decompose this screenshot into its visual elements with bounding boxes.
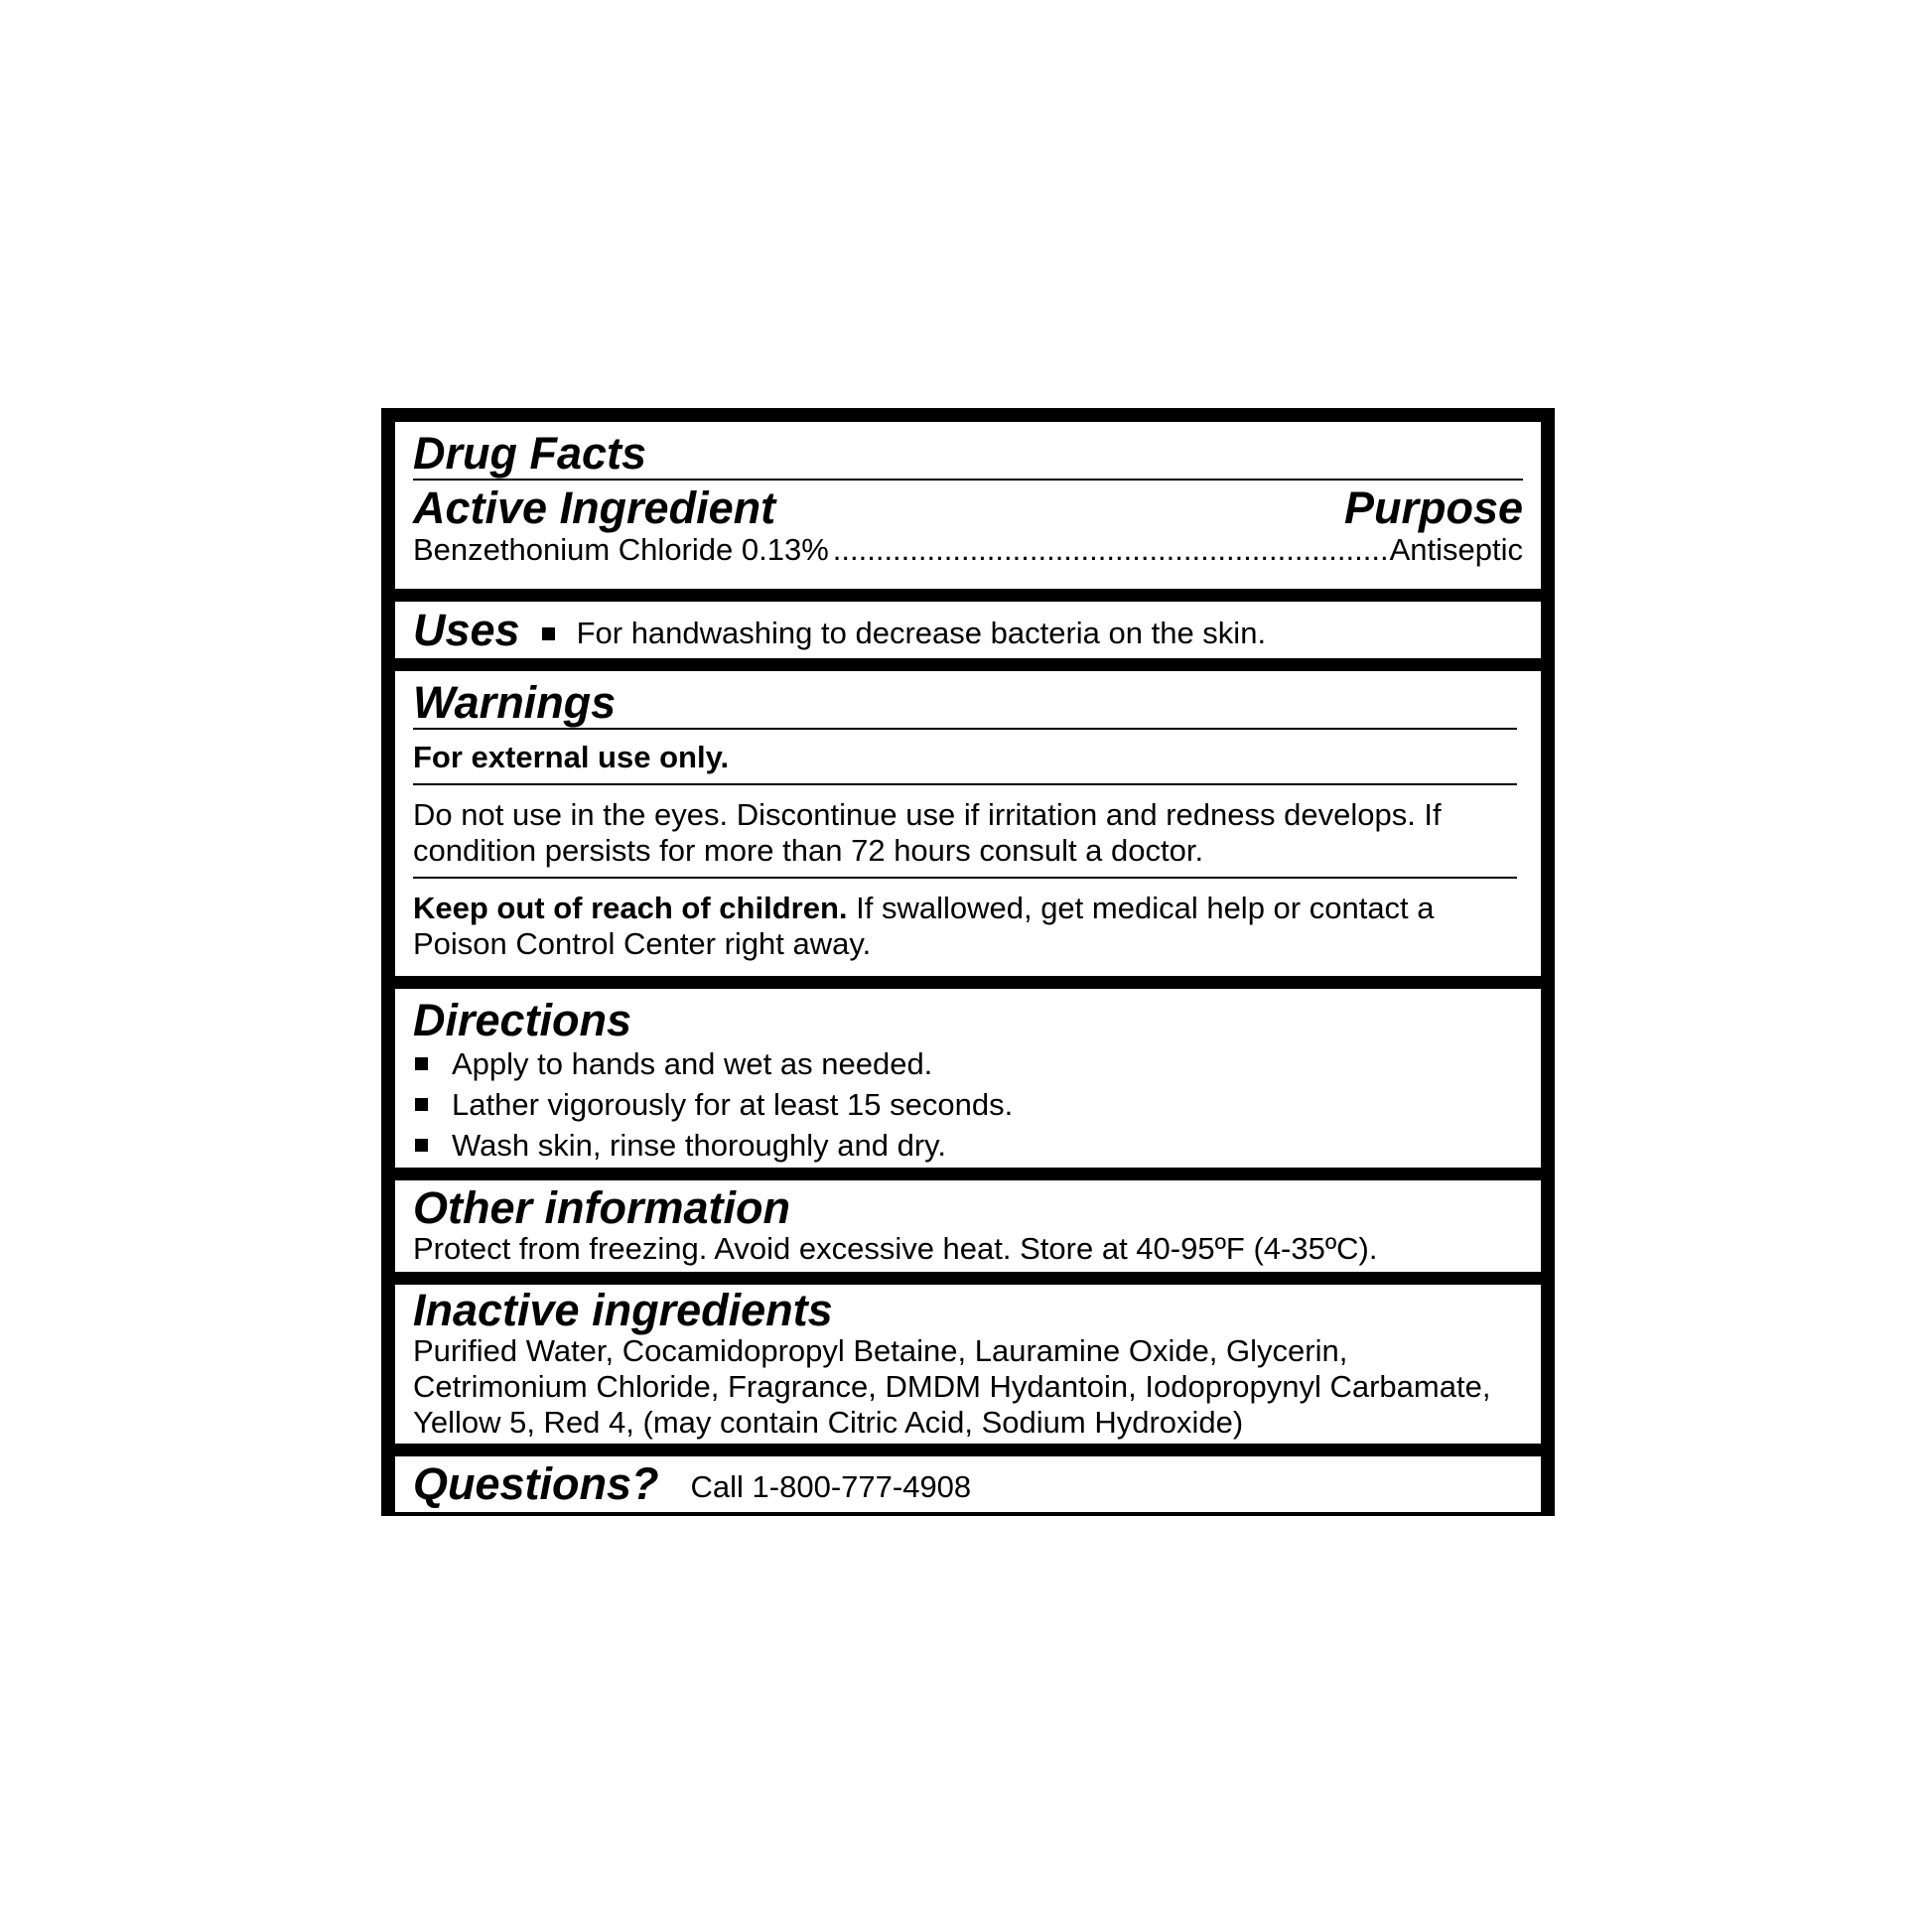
other-information-heading: Other information <box>413 1182 790 1233</box>
warning-eyes-text: Do not use in the eyes. Discontinue use if irritation and redness develops. If condition persists for more than 72 hours consult a doctor. <box>413 797 1442 869</box>
questions-phone: Call 1-800-777-4908 <box>690 1469 972 1504</box>
directions-item <box>413 1084 1523 1125</box>
other-information-section <box>395 1180 1541 1272</box>
uses-heading: Uses <box>413 604 520 655</box>
warnings-section <box>395 671 1541 976</box>
active-ingredient-heading: Active Ingredient <box>413 483 776 534</box>
warnings-title-row <box>413 679 1517 730</box>
active-ingredient-name: Benzethonium Chloride 0.13% <box>413 531 829 567</box>
uses-text: For handwashing to decrease bacteria on the skin. <box>576 615 1267 650</box>
warning-external-text: For external use only. <box>413 740 730 775</box>
drug-facts-title-row <box>413 430 1523 481</box>
warning-children <box>413 879 1517 966</box>
warning-external-use <box>413 730 1517 785</box>
directions-item-text: Apply to hands and wet as needed. <box>452 1045 933 1081</box>
warnings-heading: Warnings <box>413 677 617 728</box>
inactive-ingredients-section <box>395 1285 1541 1444</box>
questions-heading: Questions? <box>413 1458 659 1510</box>
drug-facts-label <box>381 408 1555 1516</box>
questions-section <box>395 1456 1541 1512</box>
directions-section <box>395 989 1541 1168</box>
square-bullet-icon <box>542 627 555 640</box>
inactive-ingredients-text: Purified Water, Cocamidopropyl Betaine, Lauramine Oxide, Glycerin, Cetrimonium Chloride, Fragrance, DMDM Hydantoin, Iodopropynyl Carbamate, Yellow 5, Red 4, (may contain Citric Acid, Sodium Hydroxide) <box>413 1333 1491 1441</box>
active-ingredient-row <box>413 532 1523 568</box>
purpose-heading: Purpose <box>1343 483 1523 534</box>
inactive-ingredients-heading: Inactive ingredients <box>413 1285 833 1335</box>
directions-item-text: Lather vigorously for at least 15 seconds. <box>452 1086 1014 1122</box>
directions-item-text: Wash skin, rinse thoroughly and dry. <box>452 1127 946 1163</box>
drug-facts-section <box>395 422 1541 589</box>
drug-facts-title: Drug Facts <box>413 428 647 479</box>
leader-dots <box>833 532 1386 568</box>
directions-item <box>413 1125 1523 1166</box>
active-ingredient-header-row <box>413 483 1523 534</box>
square-bullet-icon <box>415 1098 428 1111</box>
directions-heading: Directions <box>413 995 632 1045</box>
warning-children-bold: Keep out of reach of children. <box>413 891 848 926</box>
square-bullet-icon <box>415 1057 428 1070</box>
directions-item <box>413 1043 1523 1084</box>
warning-children-text: If swallowed, get medical help or contact a Poison Control Center right away. <box>413 891 1435 962</box>
warning-eyes <box>413 785 1517 879</box>
uses-section <box>395 602 1541 658</box>
square-bullet-icon <box>415 1139 428 1152</box>
active-ingredient-purpose: Antiseptic <box>1389 531 1523 567</box>
other-information-text: Protect from freezing. Avoid excessive heat. Store at 40-95ºF (4-35ºC). <box>413 1231 1378 1267</box>
